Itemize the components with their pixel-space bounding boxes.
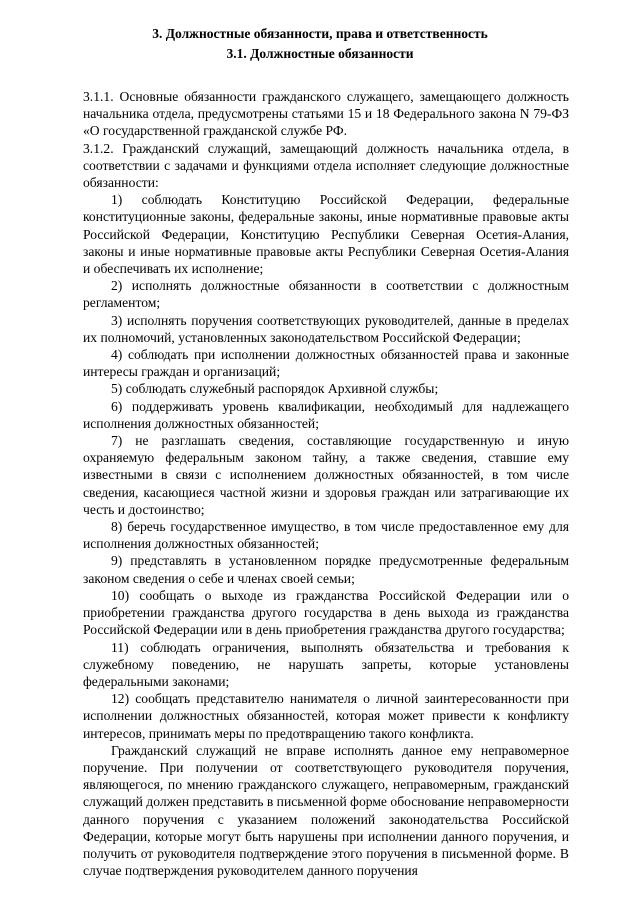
closing-paragraph: Гражданский служащий не вправе исполнять данное ему неправомерное поручение. При получении от соответствующего руководителя поручения, являющегося, по мнению гражданского служащего, неправомерным, гражданский служащий должен представить в письменной форме обоснование неправомерности данного поручения с указанием положений законодательства Российской Федерации, которые могут быть нарушены при исполнении данного поручения, и получить от руководителя подтверждение этого поручения в письменной форме. В случае подтверждения руководителем данного поручения (83, 742, 569, 879)
duty-item-11: 11) соблюдать ограничения, выполнять обязательства и требования к служебному поведению, не нарушать запреты, которые установлены федеральными законами; (83, 639, 569, 689)
duty-item-4: 4) соблюдать при исполнении должностных обязанностей права и законные интересы граждан и организаций; (83, 347, 569, 380)
section-title: 3. Должностные обязанности, права и ответственность (152, 26, 488, 41)
document-body (83, 88, 569, 879)
duty-item-1: 1) соблюдать Конституцию Российской Федерации, федеральные конституционные законы, федеральные законы, иные нормативные правовые акты Российской Федерации, Конституцию Республики Северная Осетия-Алания, законы и иные нормативные правовые акты Республики Северная Осетия-Алания и обеспечивать их исполнение; (83, 192, 569, 277)
duty-item-6: 6) поддерживать уровень квалификации, необходимый для надлежащего исполнения должностных обязанностей; (83, 398, 569, 431)
subsection-title: 3.1. Должностные обязанности (226, 46, 414, 61)
duty-item-3: 3) исполнять поручения соответствующих руководителей, данные в пределах их полномочий, установленных законодательством Российской Федерации; (83, 312, 569, 345)
duty-item-2: 2) исполнять должностные обязанности в соответствии с должностным регламентом; (83, 278, 569, 311)
paragraph-3-1-1: 3.1.1. Основные обязанности гражданского служащего, замещающего должность начальника отдела, предусмотрены статьями 15 и 18 Федерального закона N 79-ФЗ «О государственной гражданской службе РФ. (83, 89, 569, 139)
duty-item-10: 10) сообщать о выходе из гражданства Российской Федерации или о приобретении гражданства другого государства в день выхода из гражданства Российской Федерации или в день приобретения гражданства другого государства; (83, 587, 569, 638)
duty-item-8: 8) беречь государственное имущество, в том числе предоставленное ему для исполнения должностных обязанностей; (83, 519, 569, 552)
duty-item-12: 12) сообщать представителю нанимателя о личной заинтересованности при исполнении должностных обязанностей, которая может привести к конфликту интересов, принимать меры по предотвращению такого конфликта. (83, 691, 569, 741)
duty-item-5: 5) соблюдать служебный распорядок Архивной службы; (111, 381, 439, 397)
paragraph-3-1-2: 3.1.2. Гражданский служащий, замещающий должность начальника отдела, в соответствии с задачами и функциями отдела исполняет следующие должностные обязанности: (83, 140, 569, 191)
duty-item-7: 7) не разглашать сведения, составляющие государственную и иную охраняемую федеральным законом тайну, а также сведения, ставшие ему известными в связи с исполнением должностных обязанностей, в том числе сведения, касающиеся частной жизни и здоровья граждан или затрагивающие их честь и достоинство; (83, 433, 569, 517)
duty-item-9: 9) представлять в установленном порядке предусмотренные федеральным законом сведения о себе и членах своей семьи; (83, 553, 569, 586)
